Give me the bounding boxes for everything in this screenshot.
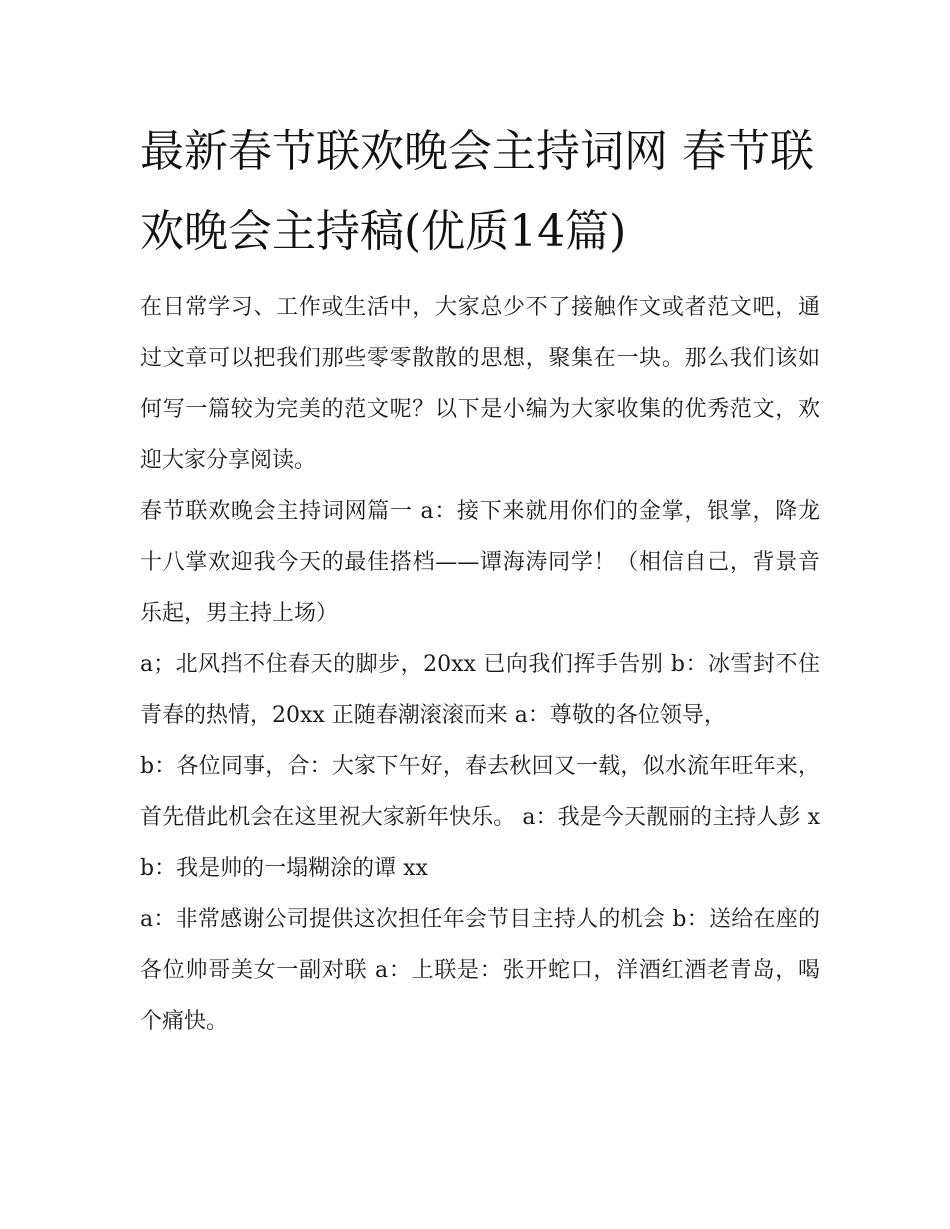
paragraph-couplet: a：非常感谢公司提供这次担任年会节目主持人的机会 b：送给在座的各位帅哥美女一副对联 a：上联是：张开蛇口，洋酒红酒老青岛，喝个痛快。 [140, 907, 820, 1034]
document-title: 最新春节联欢晚会主持词网 春节联欢晚会主持稿(优质14篇) [140, 126, 814, 257]
paragraph-opening: 春节联欢晚会主持词网篇一 a：接下来就用你们的金掌，银掌，降龙十八掌欢迎我今天的最佳搭档——谭海涛同学！（相信自己，背景音乐起，男主持上场） [140, 499, 820, 626]
paragraph-list [140, 282, 820, 1047]
paragraph-intro: 在日常学习、工作或生活中，大家总少不了接触作文或者范文吧，通过文章可以把我们那些零零散散的思想，聚集在一块。那么我们该如何写一篇较为完美的范文呢？以下是小编为大家收集的优秀范文，欢迎大家分享阅读。 [140, 295, 820, 473]
paragraph-introductions: b：各位同事，合：大家下午好，春去秋回又一载，似水流年旺年来，首先借此机会在这里祝大家新年快乐。 a：我是今天靓丽的主持人彭 x b：我是帅的一塌糊涂的谭 xx [140, 754, 820, 881]
document-body [140, 112, 820, 1047]
paragraph-greeting: a；北风挡不住春天的脚步，20xx 已向我们挥手告别 b：冰雪封不住青春的热情，20xx 正随春潮滚滚而来 a：尊敬的各位领导， [140, 652, 820, 728]
